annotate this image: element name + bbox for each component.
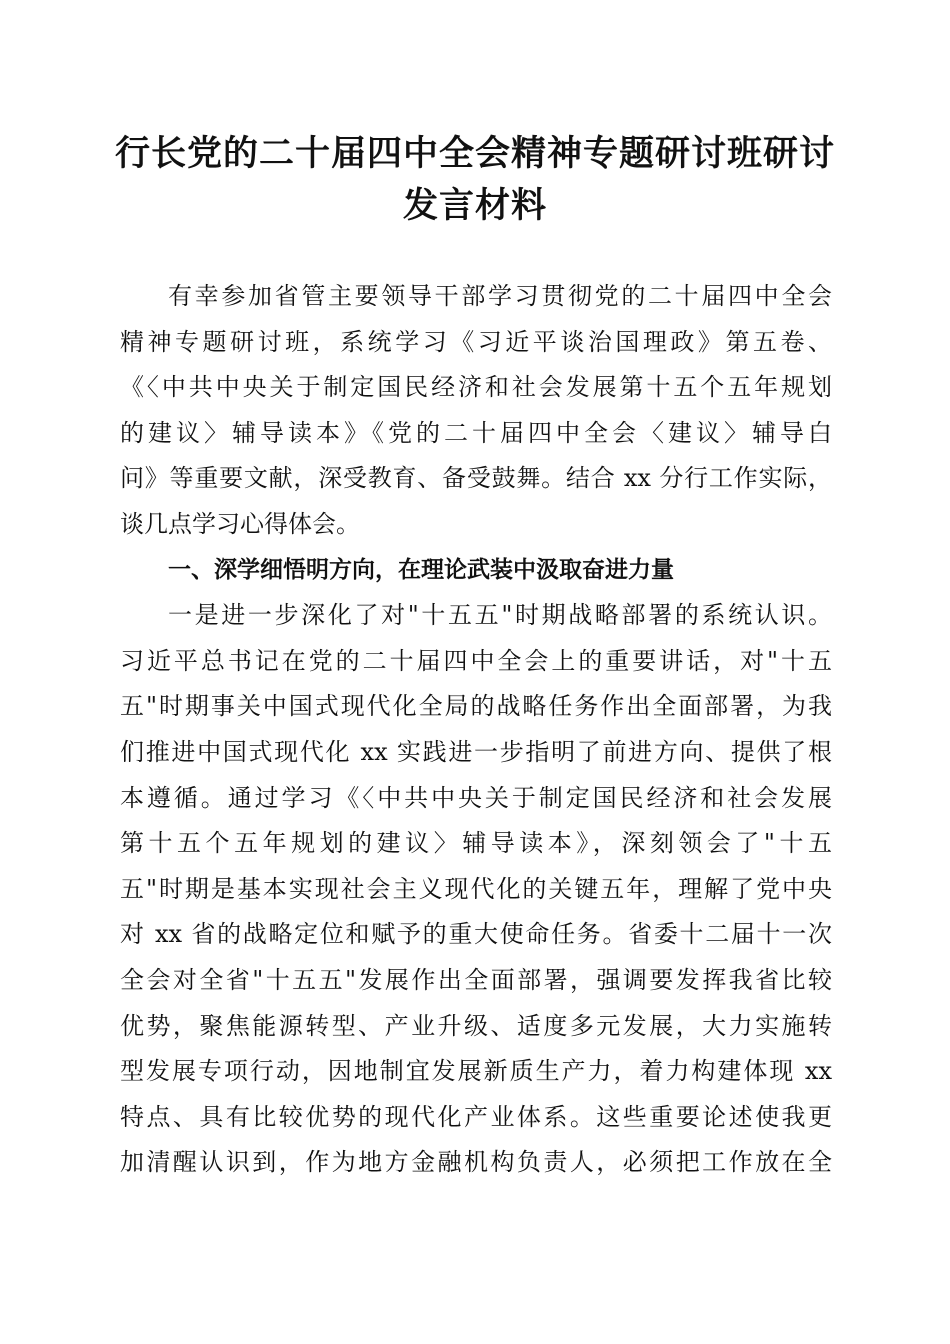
document-title	[110, 128, 840, 232]
paragraph-line: 本遵循。通过学习《〈中共中央关于制定国民经济和社会发展	[120, 783, 832, 812]
paragraph-line: 型发展专项行动，因地制宜发展新质生产力，着力构建体现 xx	[120, 1057, 832, 1086]
paragraph-line: 五"时期事关中国式现代化全局的战略任务作出全面部署，为我	[120, 692, 832, 721]
paragraph-line: 习近平总书记在党的二十届四中全会上的重要讲话，对"十五	[120, 646, 832, 675]
paragraph-line: 问》等重要文献，深受教育、备受鼓舞。结合 xx 分行工作实际，	[120, 464, 832, 493]
title-line-1: 行长党的二十届四中全会精神专题研讨班研讨	[114, 134, 835, 174]
paragraph-line: 有幸参加省管主要领导干部学习贯彻党的二十届四中全会	[168, 282, 832, 310]
paragraph-line: 精神专题研讨班，系统学习《习近平谈治国理政》第五卷、	[120, 327, 832, 356]
paragraph-line: 加清醒认识到，作为地方金融机构负责人，必须把工作放在全	[120, 1148, 832, 1177]
section-heading: 一、深学细悟明方向，在理论武装中汲取奋进力量	[168, 556, 674, 583]
document-body	[120, 274, 832, 1186]
paragraph-line: 《〈中共中央关于制定国民经济和社会发展第十五个五年规划	[120, 373, 832, 402]
paragraph-line: 五"时期是基本实现社会主义现代化的关键五年，理解了党中央	[120, 874, 832, 903]
paragraph-line: 的建议〉辅导读本》《党的二十届四中全会〈建议〉辅导白	[120, 418, 832, 447]
paragraph-line: 优势，聚焦能源转型、产业升级、适度多元发展，大力实施转	[120, 1011, 832, 1040]
paragraph-line: 谈几点学习心得体会。	[120, 509, 360, 538]
paragraph-line: 全会对全省"十五五"发展作出全面部署，强调要发挥我省比较	[120, 965, 832, 994]
paragraph-section1	[120, 593, 832, 1186]
paragraph-line: 特点、具有比较优势的现代化产业体系。这些重要论述使我更	[120, 1102, 832, 1131]
paragraph-intro	[120, 274, 832, 548]
paragraph-line: 们推进中国式现代化 xx 实践进一步指明了前进方向、提供了根	[120, 737, 832, 766]
paragraph-line: 第十五个五年规划的建议〉辅导读本》，深刻领会了"十五	[120, 829, 832, 858]
paragraph-line: 一是进一步深化了对"十五五"时期战略部署的系统认识。	[168, 601, 832, 630]
title-line-2: 发言材料	[402, 186, 547, 226]
paragraph-line: 对 xx 省的战略定位和赋予的重大使命任务。省委十二届十一次	[120, 920, 832, 949]
